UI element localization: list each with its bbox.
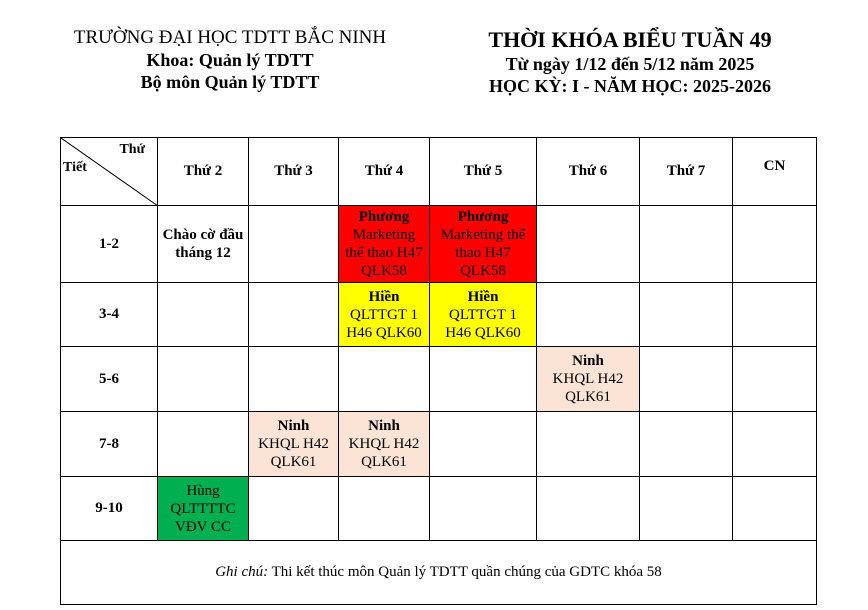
cell-p2-thu5 — [430, 283, 537, 347]
table-row — [61, 347, 817, 412]
cell-title: Ninh — [277, 418, 310, 434]
cell-empty — [537, 283, 640, 347]
cell-line: Marketing — [352, 227, 416, 243]
cell-line: KHQL H42 — [348, 436, 420, 452]
semester-info: HỌC KỲ: I - NĂM HỌC: 2025-2026 — [489, 76, 771, 96]
cell-p3-thu6 — [537, 347, 640, 412]
cell-p2-thu4 — [339, 283, 430, 347]
cell-line: QLK58 — [361, 263, 407, 279]
cell-title: Hiền — [467, 288, 499, 305]
cell-empty — [733, 206, 817, 283]
cell-title: Hiền — [368, 288, 400, 305]
cell-empty — [339, 477, 430, 541]
cell-empty — [640, 283, 733, 347]
cell-line: QLK61 — [565, 389, 611, 405]
period-label: 7-8 — [61, 412, 158, 477]
cell-line: QLK58 — [460, 263, 506, 279]
cell-line: QLTTGT 1 — [449, 306, 517, 323]
cell-empty — [640, 206, 733, 283]
cell-line: QLK61 — [270, 454, 317, 470]
cell-p4-thu3 — [249, 412, 339, 477]
header-row — [61, 138, 817, 206]
cell-line: QLTTTTC — [170, 500, 236, 517]
cell-empty — [249, 477, 339, 541]
cell-p1-thu4 — [339, 206, 430, 283]
school-header — [40, 27, 420, 93]
table-row — [61, 283, 817, 347]
period-label: 3-4 — [61, 283, 158, 347]
note-cell — [61, 541, 817, 605]
corner-day-label: Thứ — [119, 142, 145, 157]
day-header-thu6: Thứ 6 — [537, 138, 640, 206]
cell-line: KHQL H42 — [258, 436, 329, 452]
cell-empty — [537, 206, 640, 283]
cell-empty — [249, 347, 339, 412]
cell-line: thao H47 — [455, 245, 511, 261]
school-name: TRƯỜNG ĐẠI HỌC TDTT BẮC NINH — [73, 27, 387, 48]
cell-empty — [158, 283, 249, 347]
cell-title: Phương — [457, 209, 509, 225]
cell-empty — [249, 283, 339, 347]
timetable — [60, 137, 817, 605]
day-header-thu5: Thứ 5 — [430, 138, 537, 206]
department-name: Bộ môn Quản lý TDTT — [140, 72, 320, 92]
cell-line: thể thao H47 — [345, 245, 423, 261]
note-label: Ghi chú: — [215, 564, 269, 580]
table-row — [61, 477, 817, 541]
cell-empty — [158, 347, 249, 412]
corner-cell — [61, 138, 158, 206]
note-text: Thi kết thúc môn Quản lý TDTT quần chúng của GDTC khóa 58 — [268, 564, 662, 580]
cell-title: Ninh — [572, 353, 604, 369]
cell-empty — [733, 283, 817, 347]
period-label: 5-6 — [61, 347, 158, 412]
cell-empty — [640, 347, 733, 412]
faculty-name: Khoa: Quản lý TDTT — [146, 50, 314, 70]
day-header-thu2: Thứ 2 — [158, 138, 249, 206]
schedule-header — [440, 27, 820, 97]
cell-line: H46 QLK60 — [346, 324, 422, 341]
cell-empty — [537, 412, 640, 477]
cell-empty — [339, 347, 430, 412]
cell-empty — [158, 412, 249, 477]
note-row — [61, 541, 817, 605]
cell-line: Marketing thể — [440, 227, 526, 243]
day-header-thu7: Thứ 7 — [640, 138, 733, 206]
cell-empty — [430, 347, 537, 412]
day-header-thu3: Thứ 3 — [249, 138, 339, 206]
cell-empty — [640, 477, 733, 541]
cell-p5-thu2 — [158, 477, 249, 541]
table-row — [61, 206, 817, 283]
cell-empty — [430, 412, 537, 477]
schedule-title: THỜI KHÓA BIỂU TUẦN 49 — [488, 27, 772, 52]
cell-empty — [430, 477, 537, 541]
cell-p1-thu5 — [430, 206, 537, 283]
cell-empty — [733, 347, 817, 412]
cell-line: QLTTGT 1 — [350, 306, 418, 323]
cell-empty — [733, 477, 817, 541]
corner-period-label: Tiết — [63, 160, 87, 175]
cell-empty — [733, 412, 817, 477]
date-range: Từ ngày 1/12 đến 5/12 năm 2025 — [505, 54, 755, 74]
day-header-thu4: Thứ 4 — [339, 138, 430, 206]
cell-title: Phương — [358, 209, 410, 225]
cell-empty — [537, 477, 640, 541]
cell-empty — [249, 206, 339, 283]
cell-line: VĐV CC — [175, 518, 231, 535]
day-header-cn: CN — [733, 138, 817, 206]
cell-title: Ninh — [368, 418, 400, 434]
cell-line: QLK61 — [361, 454, 407, 470]
period-label: 1-2 — [61, 206, 158, 283]
cell-p1-thu2 — [158, 206, 249, 283]
table-row — [61, 412, 817, 477]
cell-line: H46 QLK60 — [445, 324, 521, 341]
cell-title: Chào cờ đầu tháng 12 — [162, 227, 244, 261]
period-label: 9-10 — [61, 477, 158, 541]
cell-line: Hùng — [186, 482, 220, 499]
cell-empty — [640, 412, 733, 477]
cell-line: KHQL H42 — [552, 371, 624, 387]
cell-p4-thu4 — [339, 412, 430, 477]
